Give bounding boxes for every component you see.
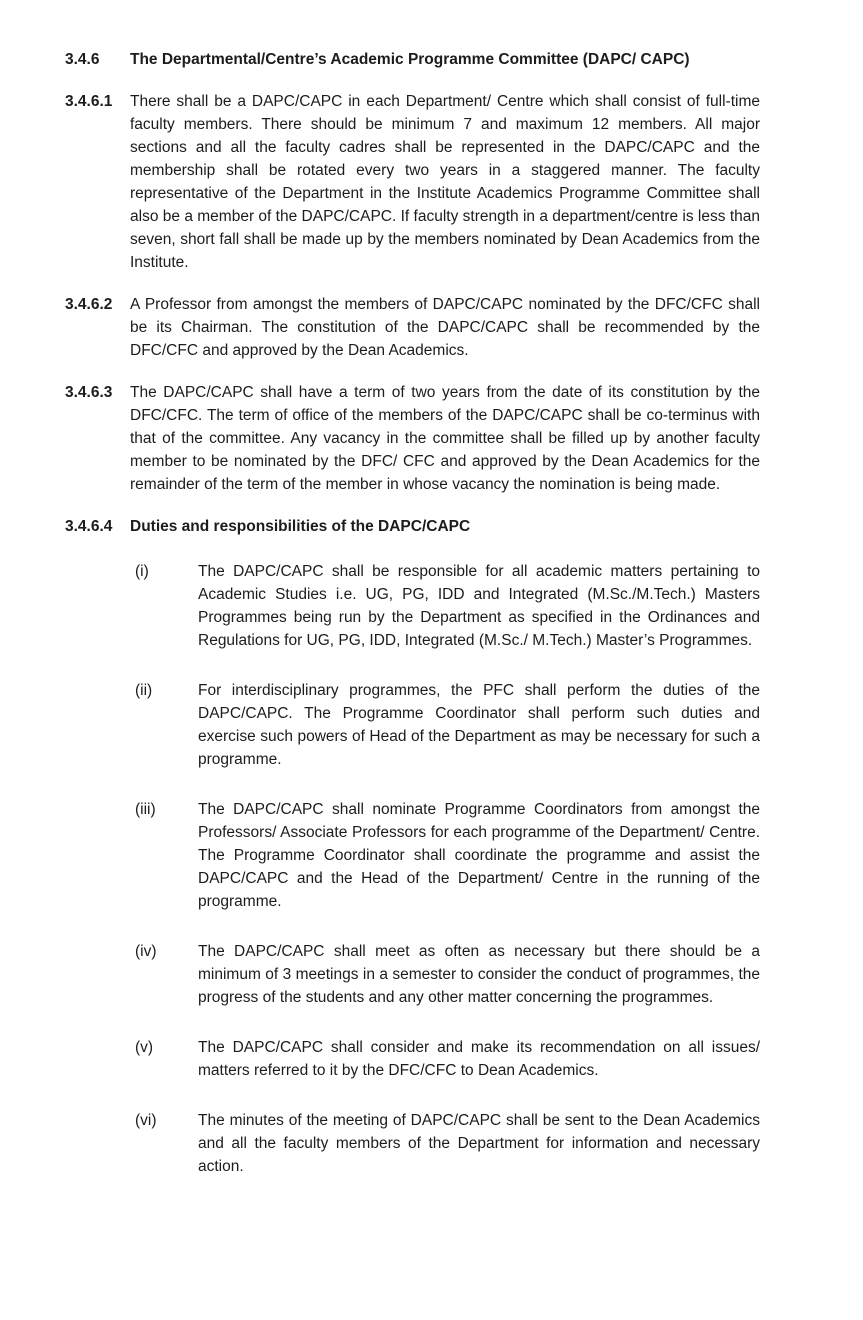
section-number: 3.4.6.4: [65, 518, 113, 535]
duty-item: [135, 679, 760, 771]
duty-label: (i): [135, 563, 149, 580]
duty-label: (vi): [135, 1112, 157, 1129]
section-heading: [65, 48, 760, 71]
duty-item: [135, 798, 760, 913]
section-number: 3.4.6.2: [65, 296, 113, 313]
duty-label: (ii): [135, 682, 153, 699]
section-title: The Departmental/Centre’s Academic Programme Committee (DAPC/ CAPC): [130, 51, 690, 68]
duties-heading-title: Duties and responsibilities of the DAPC/CAPC: [130, 518, 471, 535]
duty-text: For interdisciplinary programmes, the PFC shall perform the duties of the DAPC/CAPC. The Programme Coordinator shall perform such duties and exercise such powers of Head of the Department as may be necessary for such a programme.: [198, 682, 760, 768]
duties-list: [65, 560, 760, 1178]
section-paragraph: [65, 381, 760, 496]
section-paragraph: [65, 293, 760, 362]
section-number: 3.4.6.1: [65, 93, 113, 110]
duty-label: (iv): [135, 943, 157, 960]
duty-label: (v): [135, 1039, 154, 1056]
duty-item: [135, 940, 760, 1009]
duty-text: The DAPC/CAPC shall be responsible for all academic matters pertaining to Academic Studies i.e. UG, PG, IDD and Integrated (M.Sc./M.Tech.) Masters Programmes being run by the Department as specified in the Ordinances and Regulations for UG, PG, IDD, Integrated (M.Sc./ M.Tech.) Master’s Programmes.: [198, 563, 760, 649]
duty-text: The DAPC/CAPC shall nominate Programme Coordinators from amongst the Professors/ Associate Professors for each programme of the Department/ Centre. The Programme Coordinator shall coordinate the programme and assist the DAPC/CAPC and the Head of the Department/ Centre in the running of the programme.: [198, 801, 760, 910]
section-number: 3.4.6.3: [65, 384, 113, 401]
section-number: 3.4.6: [65, 51, 100, 68]
duty-label: (iii): [135, 801, 156, 818]
paragraph-text: There shall be a DAPC/CAPC in each Department/ Centre which shall consist of full-time faculty members. There should be minimum 7 and maximum 12 members. All major sections and all the faculty cadres shall be represented in the DAPC/CAPC and the membership shall be rotated every two years in a staggered manner. The faculty representative of the Department in the Institute Academics Programme Committee shall also be a member of the DAPC/CAPC. If faculty strength in a department/centre is less than seven, short fall shall be made up by the members nominated by Dean Academics from the Institute.: [130, 93, 760, 271]
paragraph-text: The DAPC/CAPC shall have a term of two years from the date of its constitution by the DFC/CFC. The term of office of the members of the DAPC/CAPC shall be co-terminus with that of the committee. Any vacancy in the committee shall be filled up by another faculty member to be nominated by the DFC/ CFC and approved by the Dean Academics for the remainder of the term of the member in whose vacancy the nomination is being made.: [130, 384, 760, 493]
duty-text: The DAPC/CAPC shall meet as often as necessary but there should be a minimum of 3 meetings in a semester to consider the conduct of programmes, the progress of the students and any other matter concerning the programmes.: [198, 943, 760, 1006]
duty-text: The DAPC/CAPC shall consider and make its recommendation on all issues/ matters referred to it by the DFC/CFC to Dean Academics.: [198, 1039, 760, 1079]
section-paragraph: [65, 90, 760, 274]
duty-item: [135, 560, 760, 652]
paragraph-text: A Professor from amongst the members of DAPC/CAPC nominated by the DFC/CFC shall be its Chairman. The constitution of the DAPC/CAPC shall be recommended by the DFC/CFC and approved by the Dean Academics.: [130, 296, 760, 359]
duty-text: The minutes of the meeting of DAPC/CAPC shall be sent to the Dean Academics and all the faculty members of the Department for information and necessary action.: [198, 1112, 760, 1175]
duties-heading: [65, 515, 760, 538]
duty-item: [135, 1109, 760, 1178]
duty-item: [135, 1036, 760, 1082]
